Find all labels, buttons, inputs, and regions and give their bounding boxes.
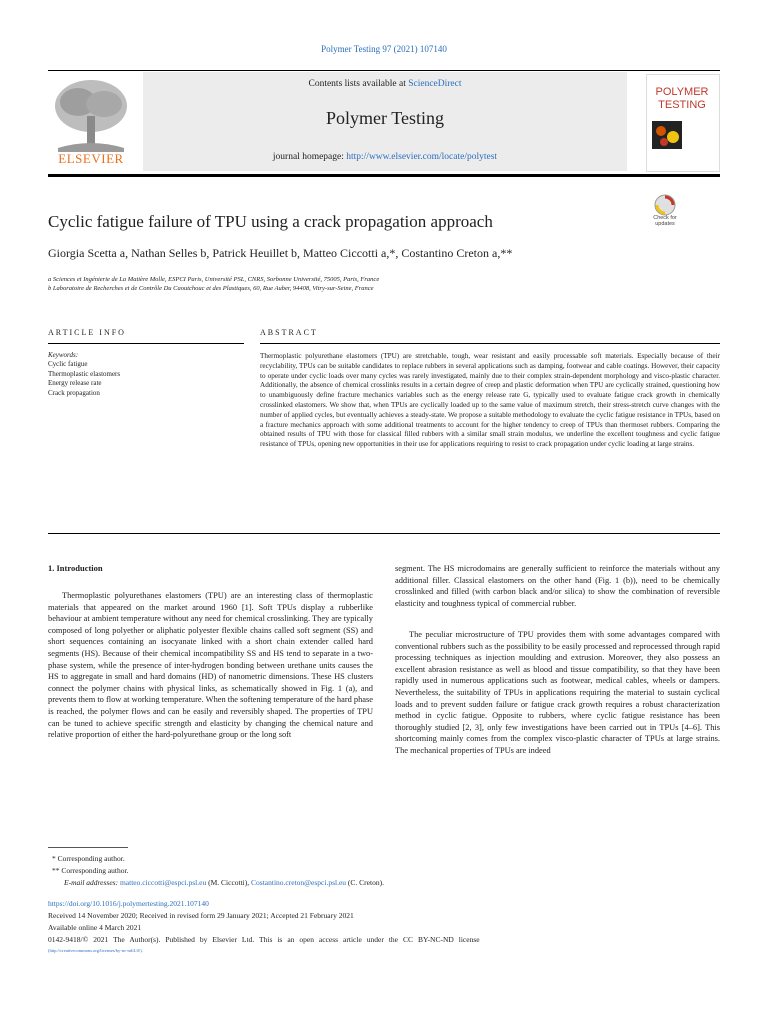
journal-homepage — [143, 152, 627, 162]
cover-title-line1: POLYMER — [655, 86, 709, 98]
affiliation-b: b Laboratoire de Recherches et de Contrôle Du Caoutchouc et des Plastiques, 60, Rue Auber, 94408, Vitry-sur-Seine, France — [48, 285, 374, 292]
keyword: Thermoplastic elastomers — [48, 369, 121, 378]
email-label: E-mail addresses: — [64, 878, 119, 887]
keywords-label: Keywords: — [48, 351, 79, 359]
intro-column-2-para-2: The peculiar microstructure of TPU provides them with some advantages compared with conventional rubbers such as the possibility to be easily processed and reprocessed through rapid processing techniques as injection moulding and extrusion. Moreover, they also possess an excellent abrasion resistance as well as blood and tissue compatibility, so that they have been rapidly used in numerous applications such as footwear, medical cables, wheels or dampers. Nevertheless, the suitability of TPUs in applications requiring the material to sustain cyclical loads and to prevent sudden failure or fatigue crack growth requires a robust characterization method in cyclic fatigue. Opposite to rubbers, where cyclic fatigue resistance has been thoroughly studied [2, 3], only few investigations have been carried out in TPUs [4–6]. This shortcoming mainly comes from the complex visco-plastic character of TPUs at large strains. The mechanical properties of TPUs are indeed — [395, 630, 720, 755]
license-text: 0142-9418/© 2021 The Author(s). Published by Elsevier Ltd. This is an open access article under the CC BY-NC-ND license — [48, 935, 480, 944]
footnote-2: ** Corresponding author. — [52, 866, 129, 875]
keyword: Energy release rate — [48, 379, 102, 387]
intro-column-2-para-1: segment. The HS microdomains are generally sufficient to reinforce the materials without any additional filler. Classical elastomers on the other hand (Fig. 1 (b)), need to be chemically crosslinked and filled (with carbon black and/or silica) to show the combination of reversible elasticity and toughness typical of commercial rubber. — [395, 564, 720, 608]
article-info-rule — [48, 343, 244, 344]
journal-reference[interactable]: Polymer Testing 97 (2021) 107140 — [321, 44, 447, 54]
introduction-heading: 1. Introduction — [48, 563, 103, 573]
email-creton-name: (C. Creton). — [347, 878, 384, 887]
header-top-rule — [48, 70, 720, 71]
footnote-1: * Corresponding author. — [52, 854, 125, 863]
article-info-heading: ARTICLE INFO — [48, 328, 126, 337]
abstract-rule — [260, 343, 720, 344]
header-bottom-rule — [48, 174, 720, 177]
contents-line — [143, 79, 627, 89]
paper-title: Cyclic fatigue failure of TPU using a crack propagation approach — [48, 212, 493, 231]
email-ciccotti-link[interactable]: matteo.ciccotti@espci.psl.eu — [119, 878, 207, 887]
sciencedirect-link[interactable]: ScienceDirect — [408, 79, 462, 89]
keywords-list — [48, 360, 120, 398]
author-list[interactable]: Giorgia Scetta a, Nathan Selles b, Patrick Heuillet b, Matteo Ciccotti a,*, Costantino Creton a,** — [48, 246, 513, 260]
intro-column-1: Thermoplastic polyurethanes elastomers (TPU) are an interesting class of thermoplastic materials that appeared on the market around 1960 [1]. Soft TPUs display a rubberlike behaviour at ambient temperature without any need for chemical crosslinking. They are typically composed of long polyether or aliphatic polyester flexible chains called soft segment (SS) and short sequences containing an isocyanate linked with a short chain extender called hard segments (HS). Because of their chemical incompatibility SS and HS tend to separate in a two-phase system, while the presence of inter-hydrogen bonding between urethane units causes the HS to aggregate in small and hard domains (HD) of nanometric dimensions. These HS clusters connect the polymer chains with physical links, as schematically showed in Fig. 1 (a), and prevents them to flow at working temperature. When the softening temperature of the hard phase is reached, the polymer flows and can be easily and reversibly shaped. The properties of TPU can be tuned to achieve specific strength and elasticity by changing the chemical nature and relative proportion of either the hard-polyurethane group or the long soft — [48, 591, 373, 740]
email-creton-link[interactable]: Costantino.creton@espci.psl.eu — [251, 878, 347, 887]
keyword: Cyclic fatigue — [48, 360, 88, 368]
homepage-link[interactable]: http://www.elsevier.com/locate/polytest — [346, 152, 498, 162]
abstract-heading: ABSTRACT — [260, 328, 318, 337]
cover-title-line2: TESTING — [658, 99, 706, 111]
email-ciccotti-name: (M. Ciccotti), — [208, 878, 250, 887]
keyword: Crack propagation — [48, 388, 100, 397]
license-link[interactable]: (http://creativecommons.org/licenses/by-nc-nd/4.0/). — [48, 948, 143, 953]
cover-image — [652, 121, 682, 149]
abstract-bottom-rule — [48, 533, 720, 534]
elsevier-wordmark: ELSEVIER — [58, 151, 124, 166]
doi-link[interactable]: https://doi.org/10.1016/j.polymertesting.2021.107140 — [48, 899, 209, 908]
footnote-rule — [48, 847, 128, 848]
journal-title: Polymer Testing — [326, 108, 444, 128]
affiliation-a: a Sciences et Ingénierie de La Matière Molle, ESPCI Paris, Université PSL, CNRS, Sorbonne Université, 75005, Paris, France — [48, 276, 380, 283]
available-online: Available online 4 March 2021 — [48, 923, 142, 932]
homepage-prefix: journal homepage: — [272, 152, 344, 162]
check-for-updates-label: Check for updates — [653, 215, 677, 227]
email-line — [64, 878, 384, 887]
contents-prefix: Contents lists available at — [308, 79, 406, 89]
received-dates: Received 14 November 2020; Received in revised form 29 January 2021; Accepted 21 February 2021 — [48, 911, 354, 920]
abstract-text: Thermoplastic polyurethane elastomers (TPU) are stretchable, tough, wear resistant and easily processable soft materials. Especially because of their recyclability, TPUs can be suitable candidates to replace rubbers in several applications such as damping, footwear and cable coatings. However, their capacity to operate under cyclic loads over many cycles was rarely investigated, mainly due to their complex strain-dependent morphology and visco-plastic character. Additionally, the absence of chemical crosslinks results in a certain degree of creep and plastic deformation when TPU are cyclically strained, questioning how to unambiguously define fracture mechanics variables such as the energy release rate G, typically used to evaluate fatigue crack growth in chemically crosslinked elastomers. We show that, when TPUs are cyclically loaded up to the same value of maximum stretch, their stress-stretch curve changes with the number of applied cycles, but eventually achieves a steady-state. We propose a suitable methodology to evaluate the cyclic fatigue resistance in TPUs, based on a fracture mechanics approach with some additional treatments to account for the higher tendency to creep of TPUs than thermoset rubbers. Comparing the obtained results of TPU with those for classical filled rubbers with a similar small strain modulus, we underline the excellent toughness and cyclic fatigue resistance of TPUs, opening new opportunities in their use for applications requiring to resist to crack propagation under cyclic loading at large strains. — [260, 352, 720, 449]
